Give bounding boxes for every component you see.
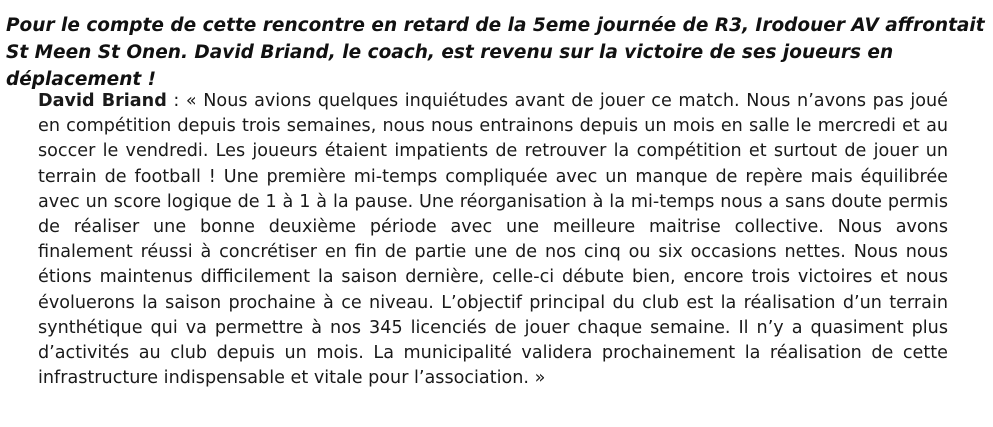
coach-quote <box>38 89 948 391</box>
quote-text: : « Nous avions quelques inquiétudes avant de jouer ce match. Nous n’avons pas joué en compétition depuis trois semaines, nous nous entrainons depuis un mois en salle le mercredi et au soccer le vendredi. Les joueurs étaient impatients de retrouver la compétition et surtout de jouer un terrain de football ! Une première mi-temps compliquée avec un manque de repère mais équilibrée avec un score logique de 1 à 1 à la pause. Une réorganisation à la mi-temps nous a sans doute permis de réaliser une bonne deuxième période avec une meilleure maitrise collective. Nous avons finalement réussi à concrétiser en fin de partie une de nos cinq ou six occasions nettes. Nous nous étions maintenus difficilement la saison dernière, celle-ci débute bien, encore trois victoires et nous évoluerons la saison prochaine à ce niveau. L’objectif principal du club est la réalisation d’un terrain synthétique qui va permettre à nos 345 licenciés de jouer chaque semaine. Il n’y a quasiment plus d’activités au club depuis un mois. La municipalité validera prochainement la réalisation de cette infrastructure indispensable et vitale pour l’association. » <box>38 91 948 389</box>
speaker-name: David Briand <box>38 91 167 111</box>
article-intro: Pour le compte de cette rencontre en retard de la 5eme journée de R3, Irodouer AV affrontait St Meen St Onen. David Briand, le coach, est revenu sur la victoire de ses joueurs en déplacement ! <box>6 15 985 90</box>
